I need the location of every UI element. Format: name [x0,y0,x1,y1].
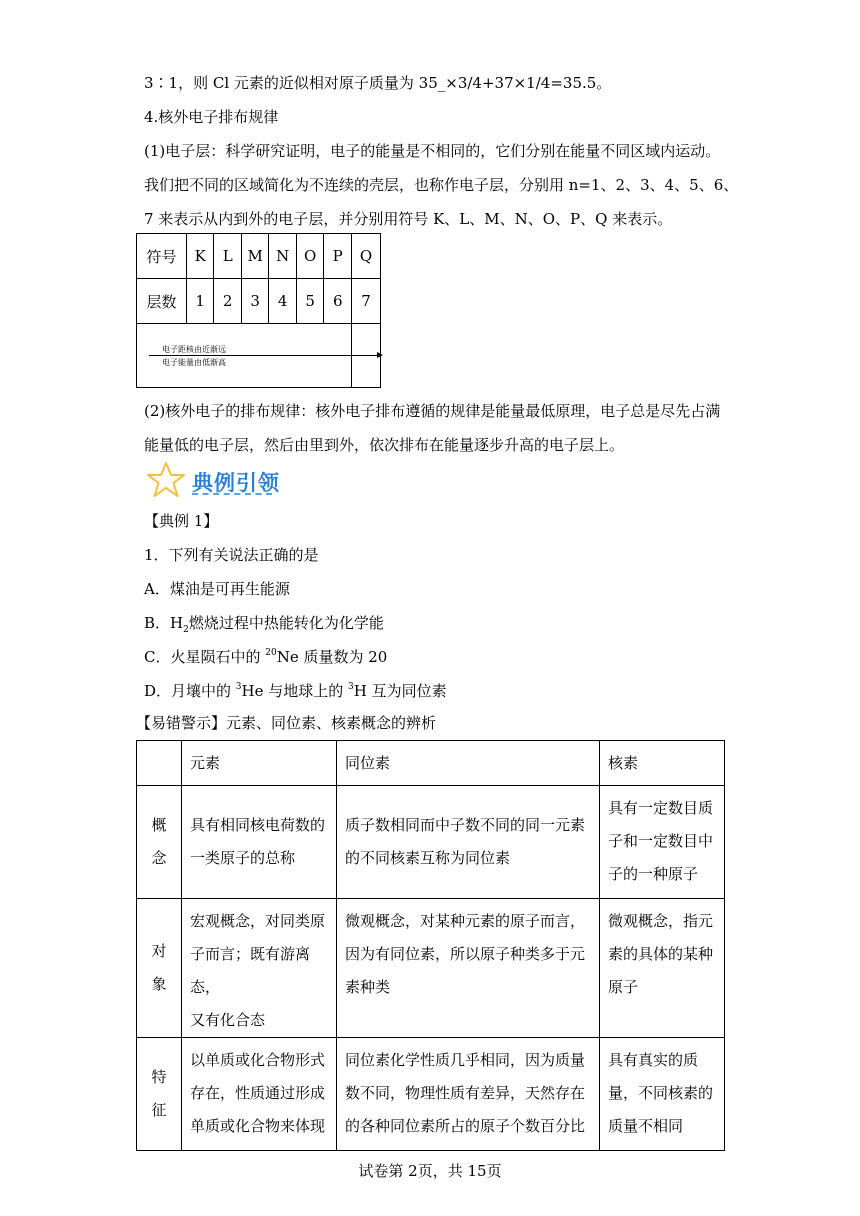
option-c-sup: 20 [265,648,277,658]
header-cell: 元素 [182,741,337,786]
shell-number: 6 [324,279,352,324]
warning-heading: 【易错警示】元素、同位素、核素概念的辨析 [136,714,437,732]
banner-underline [192,493,272,495]
cell-line: 质量不相同 [608,1117,684,1135]
shell-number-row [137,279,381,324]
cell-isotope [337,1038,600,1151]
option-d-post: H 互为同位素 [353,682,447,700]
paragraph-7: 能量低的电子层，然后由里到外，依次排布在能量逐步升高的电子层上。 [144,436,625,454]
option-d-mid: He 与地球上的 [241,682,349,700]
star-icon [146,460,186,500]
arrow-line [149,355,381,356]
row-label: 符号 [137,234,187,279]
row-key-char: 概 [151,816,167,834]
cell-line: 微观概念，指元 [608,912,714,930]
shell-number: 3 [241,279,269,324]
cell-isotope [337,786,600,899]
row-key-char: 对 [151,942,167,960]
concept-row-feature [137,1038,725,1151]
header-cell: 核素 [600,741,725,786]
cell-line: 以单质或化合物形式 [190,1051,326,1069]
cell-line: 微观概念，对某种元素的原子而言， [345,912,586,930]
cell-line: 子和一定数目中 [608,832,714,850]
shell-symbol-row [137,234,381,279]
option-d-sup2: 3 [348,682,354,692]
paragraph-4: 我们把不同的区域简化为不连续的壳层，也称作电子层，分别用 n=1、2、3、4、5、6、 [144,176,739,194]
row-key [137,786,182,899]
shell-number: 1 [186,279,214,324]
shell-symbol: L [214,234,242,279]
row-key [137,1038,182,1151]
cell-line: 同位素化学性质几乎相同，因为质量 [345,1051,586,1069]
concept-row-object [137,899,725,1038]
cell-line: 质子数相同而中子数不同的同一元素 [345,816,586,834]
shell-symbol: N [269,234,297,279]
example-banner [146,460,286,500]
shell-number: 5 [296,279,324,324]
cell-element [182,1038,337,1151]
row-key-char: 念 [151,849,167,867]
shell-number: 7 [352,279,381,324]
cell-line: 因为有同位素，所以原子种类多于元 [345,945,586,963]
cell-nuclide [600,899,725,1038]
banner-title: 典例引领 [192,471,280,495]
cell-line: 数不同，物理性质有差异，天然存在 [345,1084,586,1102]
option-c-post: Ne 质量数为 20 [276,648,388,666]
option-a[interactable]: A．煤油是可再生能源 [144,580,290,598]
cell-line: 具有一定数目质 [608,799,714,817]
concept-row-definition [137,786,725,899]
cell-line: 子而言；既有游离态， [190,945,311,996]
shell-arrow-row [137,324,381,388]
paragraph-6: (2)核外电子的排布规律：核外电子排布遵循的规律是能量最低原理，电子总是尽先占满 [144,402,721,420]
cell-line: 的各种同位素所占的原子个数百分比 [345,1117,586,1135]
option-d-sup1: 3 [235,682,242,692]
cell-line: 量，不同核素的 [608,1084,714,1102]
option-d-pre: D．月壤中的 [144,682,236,700]
example-heading: 【典例 1】 [144,512,219,530]
shell-symbol: Q [352,234,381,279]
option-b-sub: 2 [183,625,189,635]
arrow-label-distance: 电子距核由近渐远 [162,345,226,354]
question-text: 1．下列有关说法正确的是 [144,546,319,564]
paragraph-1: 3∶1，则 Cl 元素的近似相对原子质量为 35_×3/4+37×1/4=35.5。 [144,74,612,92]
section-heading: 4.核外电子排布规律 [144,108,279,126]
arrow-label-energy: 电子能量由低渐高 [162,358,226,367]
page-footer: 试卷第 2页，共 15页 [358,1162,502,1180]
cell-line: 子的一种原子 [608,865,699,883]
row-key-char: 象 [151,975,167,993]
cell-line: 单质或化合物来体现 [190,1117,326,1135]
cell-line: 的不同核素互称为同位素 [345,849,511,867]
option-b[interactable] [144,613,384,633]
option-c-pre: C．火星陨石中的 [144,648,266,666]
paragraph-5: 7 来表示从内到外的电子层，并分别用符号 K、L、M、N、O、P、Q 来表示。 [144,210,673,228]
paragraph-3: (1)电子层：科学研究证明，电子的能量是不相同的，它们分别在能量不同区域内运动。 [144,142,721,160]
cell-isotope [337,899,600,1038]
cell-element [182,899,337,1038]
row-key-char: 特 [151,1068,167,1086]
shell-number: 4 [269,279,297,324]
shell-symbol: P [324,234,352,279]
cell-line: 素的具体的某种 [608,945,714,963]
cell-line: 存在，性质通过形成 [190,1084,326,1102]
option-b-pre: B．H [144,614,184,632]
shell-symbol: O [296,234,324,279]
header-cell-empty [137,741,182,786]
option-d[interactable] [144,681,447,701]
cell-line: 宏观概念，对同类原 [190,912,326,930]
cell-element [182,786,337,899]
arrow-head-icon [377,352,383,358]
cell-nuclide [600,1038,725,1151]
cell-line: 又有化合态 [190,1011,266,1029]
direction-arrow [137,324,351,387]
option-c[interactable] [144,647,387,667]
cell-line: 原子 [608,978,639,996]
arrow-cell [137,324,352,388]
shell-symbol: K [186,234,214,279]
cell-line: 具有相同核电荷数的 [190,816,326,834]
shell-number: 2 [214,279,242,324]
row-key [137,899,182,1038]
header-cell: 同位素 [337,741,600,786]
cell-nuclide [600,786,725,899]
shell-table [136,233,381,388]
cell-line: 一类原子的总称 [190,849,296,867]
concept-header-row [137,741,725,786]
row-label: 层数 [137,279,187,324]
cell-line: 具有真实的质 [608,1051,699,1069]
shell-symbol: M [241,234,269,279]
cell-line: 素种类 [345,978,391,996]
option-b-post: 燃烧过程中热能转化为化学能 [188,614,384,632]
row-key-char: 征 [151,1101,167,1119]
concept-table [136,740,725,1151]
